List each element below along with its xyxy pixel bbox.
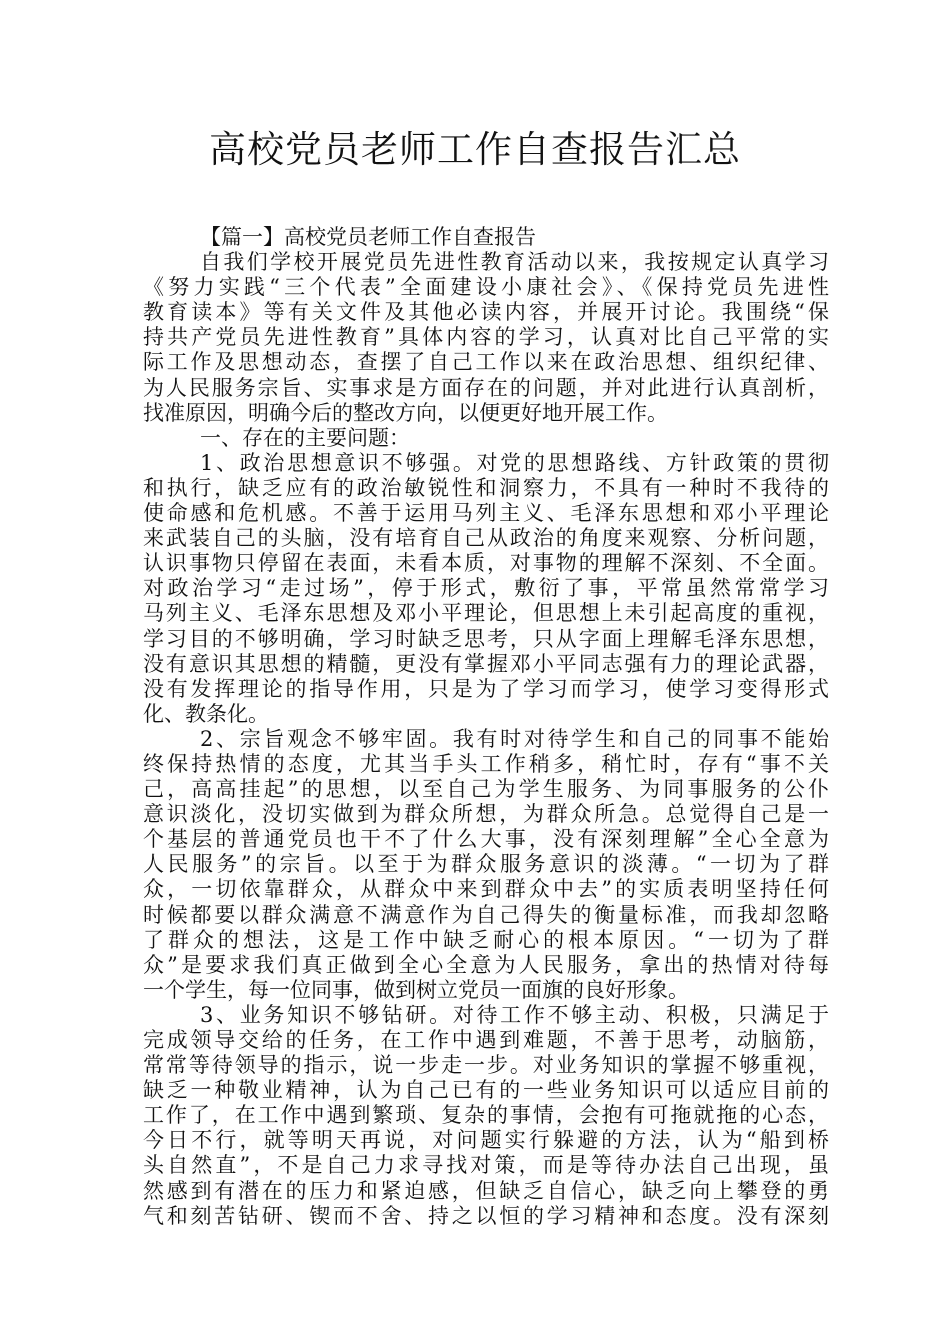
text-line: 气和刻苦钻研、锲而不舍、持之以恒的学习精神和态度。没有深刻 xyxy=(143,1203,829,1228)
text-line: 【篇一】高校党员老师工作自查报告 xyxy=(200,225,536,249)
text-line: 认识事物只停留在表面，未看本质，对事物的理解不深刻、不全面。 xyxy=(143,551,829,576)
text-line: 了群众的想法，这是工作中缺乏耐心的根本原因。“一切为了群 xyxy=(143,927,829,952)
text-line: 使命感和危机感。不善于运用马列主义、毛泽东思想和邓小平理论 xyxy=(143,501,829,526)
text-line: 马列主义、毛泽东思想及邓小平理论，但思想上未引起高度的重视， xyxy=(143,601,829,626)
text-line: 终保持热情的态度，尤其当手头工作稍多，稍忙时，存有“事不关 xyxy=(143,751,829,776)
text-line: 1、政治思想意识不够强。对党的思想路线、方针政策的贯彻 xyxy=(200,450,829,475)
text-line: 完成领导交给的任务，在工作中遇到难题，不善于思考，动脑筋， xyxy=(143,1028,829,1052)
text-line: 找准原因，明确今后的整改方向，以便更好地开展工作。 xyxy=(143,400,668,425)
text-line: 时候都要以群众满意不满意作为自己得失的衡量标准，而我却忽略 xyxy=(143,902,829,927)
text-line: 《努力实践“三个代表”全面建设小康社会》、《保持党员先进性 xyxy=(143,275,829,300)
text-line: 自我们学校开展党员先进性教育活动以来，我按规定认真学习 xyxy=(200,250,829,275)
text-line: 际工作及思想动态，查摆了自己工作以来在政治思想、组织纪律、 xyxy=(143,350,829,375)
text-line: 工作了，在工作中遇到繁琐、复杂的事情，会抱有可拖就拖的心态， xyxy=(143,1103,829,1128)
text-line: 众”是要求我们真正做到全心全意为人民服务，拿出的热情对待每 xyxy=(143,952,829,977)
text-line: 和执行，缺乏应有的政治敏锐性和洞察力，不具有一种时不我待的 xyxy=(143,475,829,500)
text-line: 一、存在的主要问题： xyxy=(200,425,410,450)
text-line: 今日不行，就等明天再说，对问题实行躲避的方法，认为“船到桥 xyxy=(143,1128,829,1153)
document-title: 高校党员老师工作自查报告汇总 xyxy=(209,128,741,171)
text-line: 2、宗旨观念不够牢固。我有时对待学生和自己的同事不能始 xyxy=(200,726,829,751)
text-line: 教育读本》等有关文件及其他必读内容，并展开讨论。我围绕“保 xyxy=(143,300,829,325)
text-line: 对政治学习“走过场”，停于形式，敷衍了事，平常虽然常常学习 xyxy=(143,576,829,601)
text-line: 没有意识其思想的精髓，更没有掌握邓小平同志强有力的理论武器， xyxy=(143,651,829,676)
text-line: 常常等待领导的指示，说一步走一步。对业务知识的掌握不够重视， xyxy=(143,1053,829,1078)
text-line: 没有发挥理论的指导作用，只是为了学习而学习，使学习变得形式 xyxy=(143,676,829,701)
text-line: 众，一切依靠群众，从群众中来到群众中去”的实质表明坚持任何 xyxy=(143,877,829,902)
text-line: 持共产党员先进性教育”具体内容的学习，认真对比自己平常的实 xyxy=(143,325,829,350)
text-line: 来武装自己的头脑，没有培育自己从政治的角度来观察、分析问题， xyxy=(143,526,829,551)
text-line: 头自然直”，不是自己力求寻找对策，而是等待办法自己出现，虽 xyxy=(143,1153,829,1178)
text-line: 人民服务”的宗旨。以至于为群众服务意识的淡薄。“一切为了群 xyxy=(143,852,829,877)
text-line: 学习目的不够明确，学习时缺乏思考，只从字面上理解毛泽东思想， xyxy=(143,626,829,651)
text-line: 缺乏一种敬业精神，认为自己已有的一些业务知识可以适应目前的 xyxy=(143,1078,829,1103)
text-line: 3、业务知识不够钻研。对待工作不够主动、积极，只满足于 xyxy=(200,1002,829,1027)
text-line: 然感到有潜在的压力和紧迫感，但缺乏自信心，缺乏向上攀登的勇 xyxy=(143,1178,829,1203)
text-line: 化、教条化。 xyxy=(143,701,269,726)
document-body xyxy=(143,225,829,1229)
text-line: 为人民服务宗旨、实事求是方面存在的问题，并对此进行认真剖析， xyxy=(143,375,829,400)
text-line: 一个学生，每一位同事，做到树立党员一面旗的良好形象。 xyxy=(143,977,689,1002)
text-line: 意识淡化，没切实做到为群众所想，为群众所急。总觉得自己是一 xyxy=(143,802,829,827)
text-line: 己，高高挂起”的思想，以至自己为学生服务、为同事服务的公仆 xyxy=(143,777,829,802)
text-line: 个基层的普通党员也干不了什么大事，没有深刻理解”全心全意为 xyxy=(143,827,829,852)
